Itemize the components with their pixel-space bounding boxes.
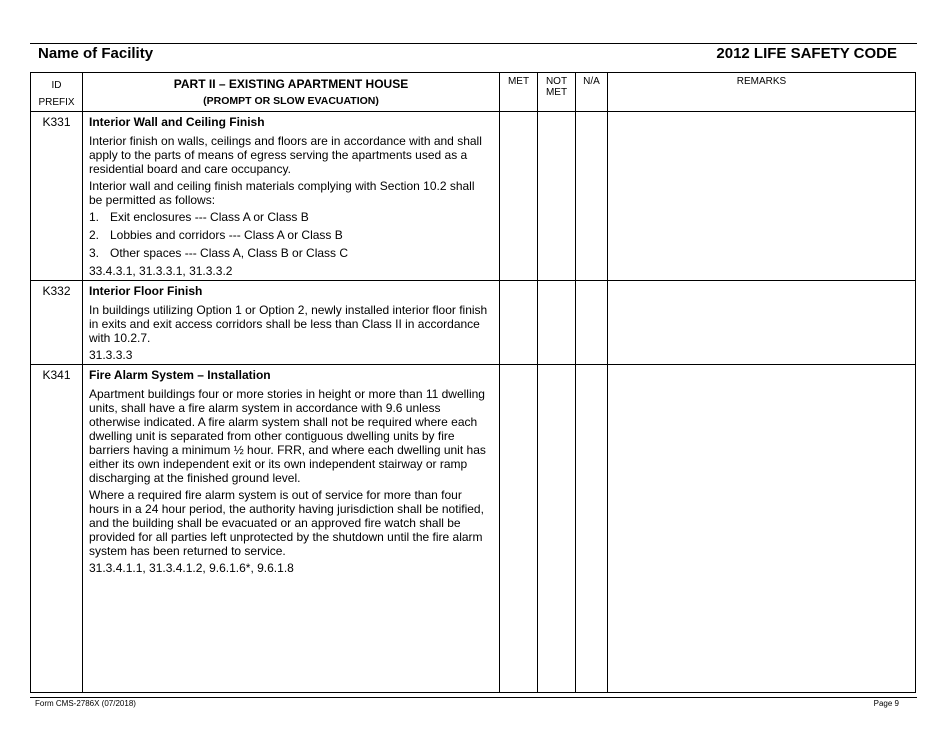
row-id: K341 [31,365,83,693]
remarks-cell[interactable] [608,112,916,281]
met-header: MET [500,73,538,112]
na-cell[interactable] [576,112,608,281]
page-number: Page 9 [873,699,899,708]
row-paragraph: Apartment buildings four or more stories in height or more than 11 dwelling units, shall have a fire alarm system in accordance with 9.6 unless otherwise indicated. A fire alarm system shall not be required where each dwelling unit is separated from other contiguous dwelling units by fire barriers having a minimum ½ hour. FRR, and where each dwelling unit has either its own independent exit or its own independent stairway or ramp discharging at the finished ground level. [89,387,486,485]
not-met-header: NOT MET [538,73,576,112]
row-paragraph: Interior wall and ceiling finish materials complying with Section 10.2 shall be permitted as follows: [89,179,475,207]
row-description [83,281,500,365]
row-paragraph: In buildings utilizing Option 1 or Option 2, newly installed interior floor finish in exits and exit access corridors shall be less than Class II in accordance with 10.2.7. [89,303,488,345]
row-description [83,112,500,281]
met-cell[interactable] [500,281,538,365]
list-item: 3. Other spaces --- Class A, Class B or Class C [89,246,349,260]
top-rule [30,43,917,44]
remarks-header: REMARKS [608,73,916,112]
form-number: Form CMS-2786X (07/2018) [35,699,136,708]
row-title: Interior Floor Finish [89,284,203,298]
not-met-cell[interactable] [538,112,576,281]
met-cell[interactable] [500,365,538,693]
list-item: 1. Exit enclosures --- Class A or Class B [89,210,309,224]
row-paragraph: Where a required fire alarm system is out of service for more than four hours in a 24 hour period, the authority having jurisdiction shall be notified, and the building shall be evacuated or an approved fire watch shall be provided for all parties left unprotected by the shutdown until the fire alarm system has been returned to service. [89,488,484,558]
part-header [83,73,500,112]
not-met-cell[interactable] [538,281,576,365]
na-header: N/A [576,73,608,112]
part-subtitle: (PROMPT OR SLOW EVACUATION) [203,95,379,107]
part-title: PART II – EXISTING APARTMENT HOUSE [173,77,409,91]
list-item: 2. Lobbies and corridors --- Class A or Class B [89,228,343,242]
na-cell[interactable] [576,281,608,365]
footer-rule [30,697,917,698]
row-reference: 31.3.3.3 [89,348,133,362]
not-met-cell[interactable] [538,365,576,693]
code-title: 2012 LIFE SAFETY CODE [716,45,897,62]
table-header-row [31,73,916,112]
remarks-cell[interactable] [608,365,916,693]
table-row-k341 [31,365,916,693]
table-row-k331 [31,112,916,281]
inspection-table [30,72,916,693]
row-title: Fire Alarm System – Installation [89,368,271,382]
row-reference: 33.4.3.1, 31.3.3.1, 31.3.3.2 [89,264,233,278]
row-reference: 31.3.4.1.1, 31.3.4.1.2, 9.6.1.6*, 9.6.1.8 [89,561,294,575]
met-cell[interactable] [500,112,538,281]
row-title: Interior Wall and Ceiling Finish [89,115,265,129]
row-id: K332 [31,281,83,365]
row-paragraph: Interior finish on walls, ceilings and floors are in accordance with and shall apply to the parts of means of egress serving the apartments used as a residential board and care occupancy. [89,134,482,176]
id-prefix-header: ID PREFIX [31,73,83,112]
row-description [83,365,500,693]
row-id: K331 [31,112,83,281]
remarks-cell[interactable] [608,281,916,365]
table-row-k332 [31,281,916,365]
facility-label: Name of Facility [38,45,154,62]
na-cell[interactable] [576,365,608,693]
